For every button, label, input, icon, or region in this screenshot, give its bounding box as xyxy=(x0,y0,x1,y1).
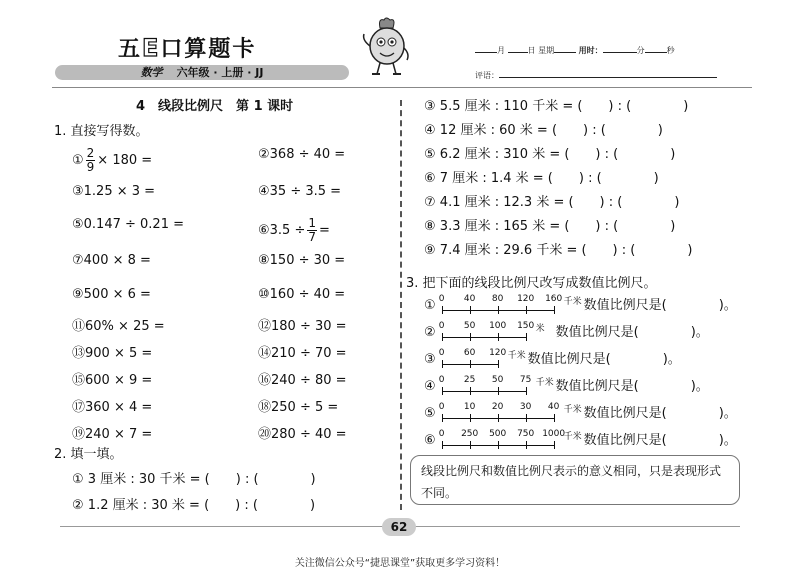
answer-prompt: 数值比例尺是( )。 xyxy=(555,379,709,394)
item-number: ⑤ xyxy=(72,217,84,232)
scale-line xyxy=(442,391,526,392)
scale-label: 40 xyxy=(547,401,560,412)
expression: 35 ÷ 3.5 = xyxy=(269,184,342,199)
scale-tick xyxy=(526,414,527,422)
ratio-expression: 7.4 厘米 : 29.6 千米 = ( ) : ( ) xyxy=(439,243,693,258)
answer-prompt: 数值比例尺是( )。 xyxy=(583,433,737,448)
brand-prefix: 五 xyxy=(118,37,143,62)
expression: 500 × 6 = xyxy=(83,287,151,302)
section3-title: 3. 把下面的线段比例尺改写成数值比例尺。 xyxy=(406,276,657,291)
scale-label: 0 xyxy=(438,347,445,358)
calc-item xyxy=(72,147,152,174)
ratio-expression: 1.2 厘米 : 30 米 = ( ) : ( ) xyxy=(87,498,316,513)
item-number: ⑧ xyxy=(424,219,436,234)
minute-label: 分 xyxy=(636,46,645,55)
expression: 900 × 5 = xyxy=(85,346,153,361)
scale-item xyxy=(424,375,709,398)
ratio-item xyxy=(424,215,675,234)
scale-label: 0 xyxy=(438,374,445,385)
item-number: ⑥ xyxy=(424,433,436,448)
scale-bar xyxy=(438,430,580,452)
answer-prompt: 数值比例尺是( )。 xyxy=(555,325,709,340)
scale-label: 25 xyxy=(463,374,476,385)
expression: 60% × 25 = xyxy=(85,319,165,334)
ratio-item xyxy=(424,119,663,138)
expression: 3.5 ÷ xyxy=(269,223,306,238)
scale-tick xyxy=(498,387,499,395)
scale-tick xyxy=(554,441,555,449)
column-divider xyxy=(400,100,402,510)
scale-label: 150 xyxy=(517,320,535,331)
scale-tick xyxy=(526,387,527,395)
fraction-numerator: 2 xyxy=(86,146,95,160)
expression: 250 ÷ 5 = xyxy=(271,400,339,415)
scale-label: 1000 xyxy=(542,428,566,439)
scale-unit: 千米 xyxy=(535,377,554,388)
fraction xyxy=(307,217,317,244)
scale-label: 0 xyxy=(438,401,445,412)
expression: 1.25 × 3 = xyxy=(83,184,156,199)
item-number: ⑦ xyxy=(424,195,436,210)
fraction xyxy=(86,147,96,174)
answer-prompt: 数值比例尺是( )。 xyxy=(583,406,737,421)
lesson-title: 4 线段比例尺 第 1 课时 xyxy=(136,99,294,114)
scale-label: 160 xyxy=(545,293,563,304)
ratio-item xyxy=(424,143,675,162)
note-box: 线段比例尺和数值比例尺表示的意义相同，只是表现形式不同。 xyxy=(410,455,740,505)
scale-tick xyxy=(442,387,443,395)
item-number: ④ xyxy=(424,379,436,394)
scale-label: 60 xyxy=(463,347,476,358)
scale-bar xyxy=(438,376,552,398)
ratio-expression: 5.5 厘米 : 110 千米 = ( ) : ( ) xyxy=(439,99,689,114)
scale-label: 100 xyxy=(489,320,507,331)
item-number: ⑥ xyxy=(424,171,436,186)
expression: 210 ÷ 70 = xyxy=(271,346,347,361)
item-number: ③ xyxy=(72,184,84,199)
second-blank[interactable] xyxy=(645,44,667,53)
item-number: ⑤ xyxy=(424,406,436,421)
calc-item xyxy=(72,315,165,334)
item-number: ① xyxy=(424,298,436,313)
item-number: ⑫ xyxy=(258,319,272,334)
ratio-item xyxy=(424,95,688,114)
calc-item xyxy=(72,396,152,415)
item-number: ⑭ xyxy=(258,346,272,361)
scale-bar xyxy=(438,403,580,425)
comment-label: 评语： xyxy=(475,71,499,80)
item-number: ⑲ xyxy=(72,427,86,442)
ratio-expression: 3 厘米 : 30 千米 = ( ) : ( ) xyxy=(87,472,316,487)
item-number: ② xyxy=(424,325,436,340)
ratio-item xyxy=(72,468,316,487)
ratio-expression: 4.1 厘米 : 12.3 米 = ( ) : ( ) xyxy=(439,195,680,210)
scale-label: 75 xyxy=(519,374,532,385)
scale-tick xyxy=(470,414,471,422)
item-number: ③ xyxy=(424,99,436,114)
second-label: 秒 xyxy=(666,46,675,55)
section1-title: 1. 直接写得数。 xyxy=(54,124,149,139)
scale-label: 500 xyxy=(489,428,507,439)
ratio-expression: 12 厘米 : 60 米 = ( ) : ( ) xyxy=(439,123,663,138)
expression: 280 ÷ 40 = xyxy=(271,427,347,442)
scale-tick xyxy=(554,414,555,422)
scale-item xyxy=(424,321,709,344)
scale-tick xyxy=(442,441,443,449)
item-number: ④ xyxy=(424,123,436,138)
scale-unit: 千米 xyxy=(563,404,582,415)
expression: 150 ÷ 30 = xyxy=(269,253,346,268)
brand-e: E xyxy=(142,34,161,62)
ratio-expression: 7 厘米 : 1.4 米 = ( ) : ( ) xyxy=(439,171,659,186)
comment-blank[interactable] xyxy=(499,69,717,78)
item-number: ⑳ xyxy=(258,427,272,442)
item-number: ② xyxy=(258,147,270,162)
item-number: ② xyxy=(72,498,84,513)
subject-bar xyxy=(55,65,349,80)
brand-suffix: 口算题卡 xyxy=(160,37,257,62)
mascot-icon xyxy=(360,16,412,78)
scale-label: 50 xyxy=(463,320,476,331)
scale-tick xyxy=(470,441,471,449)
scale-label: 0 xyxy=(438,428,445,439)
scale-label: 20 xyxy=(491,401,504,412)
scale-tick xyxy=(526,333,527,341)
weekday-label: 星期 xyxy=(538,46,555,55)
comment-line xyxy=(475,69,717,81)
item-number: ⑱ xyxy=(258,400,272,415)
scale-tick xyxy=(442,333,443,341)
calc-item xyxy=(258,342,347,361)
expression: × 180 = xyxy=(97,153,153,168)
scale-unit: 千米 xyxy=(507,350,526,361)
item-number: ③ xyxy=(424,352,436,367)
scale-tick xyxy=(526,306,527,314)
expression: 240 ÷ 80 = xyxy=(271,373,347,388)
expression: 0.147 ÷ 0.21 = xyxy=(83,217,184,232)
item-number: ④ xyxy=(258,184,270,199)
scale-bar xyxy=(438,349,524,371)
scale-label: 120 xyxy=(517,293,535,304)
calc-item xyxy=(258,287,345,302)
calc-item xyxy=(72,253,151,268)
footer-text: 关注微信公众号“捷思课堂”获取更多学习资料！ xyxy=(294,558,506,569)
scale-label: 120 xyxy=(489,347,507,358)
fraction-numerator: 1 xyxy=(308,216,316,230)
scale-tick xyxy=(442,414,443,422)
ratio-item xyxy=(424,167,659,186)
scale-label: 30 xyxy=(519,401,532,412)
scale-tick xyxy=(526,441,527,449)
brand-title xyxy=(118,32,256,63)
scale-tick xyxy=(498,441,499,449)
scale-item xyxy=(424,402,737,425)
month-label: 月 xyxy=(497,46,505,55)
answer-prompt: 数值比例尺是( )。 xyxy=(527,352,681,367)
calc-item xyxy=(258,369,347,388)
scale-bar xyxy=(438,295,580,317)
scale-line xyxy=(442,337,526,338)
item-number: ⑬ xyxy=(72,346,86,361)
subject-label: 数学 xyxy=(140,66,163,79)
item-number: ① xyxy=(72,472,84,487)
item-number: ⑰ xyxy=(72,400,86,415)
scale-label: 250 xyxy=(461,428,479,439)
scale-label: 0 xyxy=(438,293,445,304)
weekday-blank[interactable] xyxy=(554,44,576,53)
item-number: ⑮ xyxy=(72,373,86,388)
item-number: ⑪ xyxy=(72,319,86,334)
expression: 600 × 9 = xyxy=(85,373,153,388)
scale-tick xyxy=(498,333,499,341)
scale-tick xyxy=(470,387,471,395)
scale-label: 50 xyxy=(491,374,504,385)
ratio-expression: 6.2 厘米 : 310 米 = ( ) : ( ) xyxy=(439,147,676,162)
scale-label: 40 xyxy=(463,293,476,304)
ratio-item xyxy=(72,494,315,513)
date-line xyxy=(475,44,675,56)
calc-item xyxy=(72,369,152,388)
scale-item xyxy=(424,429,737,452)
ratio-item xyxy=(424,191,679,210)
expression: 368 ÷ 40 = xyxy=(269,147,346,162)
scale-label: 0 xyxy=(438,320,445,331)
minute-blank[interactable] xyxy=(603,44,637,53)
item-number: ⑤ xyxy=(424,147,436,162)
item-number: ⑯ xyxy=(258,373,272,388)
expression: 160 ÷ 40 = xyxy=(269,287,346,302)
section2-title: 2. 填一填。 xyxy=(54,447,123,462)
calc-item xyxy=(72,423,152,442)
scale-unit: 千米 xyxy=(563,296,582,307)
scale-tick xyxy=(470,306,471,314)
scale-unit: 米 xyxy=(535,323,545,334)
scale-tick xyxy=(498,414,499,422)
item-number: ⑥ xyxy=(258,223,270,238)
calc-item xyxy=(258,217,330,244)
scale-label: 80 xyxy=(491,293,504,304)
calc-item xyxy=(72,217,184,232)
calc-item xyxy=(258,184,341,199)
item-number: ⑩ xyxy=(258,287,270,302)
page-number: 62 xyxy=(382,518,416,536)
scale-label: 10 xyxy=(463,401,476,412)
calc-item xyxy=(258,396,338,415)
calc-item xyxy=(258,315,347,334)
expression: 240 × 7 = xyxy=(85,427,153,442)
calc-item xyxy=(72,342,152,361)
calc-item xyxy=(258,147,345,162)
scale-tick xyxy=(470,333,471,341)
expression: 400 × 8 = xyxy=(83,253,151,268)
day-label: 日 xyxy=(527,46,536,55)
ratio-item xyxy=(424,239,692,258)
ratio-expression: 3.3 厘米 : 165 米 = ( ) : ( ) xyxy=(439,219,676,234)
answer-prompt: 数值比例尺是( )。 xyxy=(583,298,737,313)
calc-item xyxy=(258,253,345,268)
grade-info: 六年级 · 上册 · JJ xyxy=(176,66,264,79)
calc-item xyxy=(72,184,155,199)
scale-tick xyxy=(498,360,499,368)
time-used-label: 用时： xyxy=(578,46,603,55)
calc-item xyxy=(72,287,151,302)
scale-tick xyxy=(554,306,555,314)
equals-sign: = xyxy=(319,223,330,238)
expression: 360 × 4 = xyxy=(85,400,153,415)
scale-item xyxy=(424,294,737,317)
calc-item xyxy=(258,423,347,442)
header-divider xyxy=(52,87,752,88)
scale-tick xyxy=(442,306,443,314)
scale-tick xyxy=(470,360,471,368)
scale-bar xyxy=(438,322,552,344)
month-blank[interactable] xyxy=(475,44,497,53)
fraction-denominator: 9 xyxy=(86,160,95,174)
expression: 180 ÷ 30 = xyxy=(271,319,347,334)
scale-tick xyxy=(498,306,499,314)
item-number: ⑨ xyxy=(72,287,84,302)
item-number: ⑨ xyxy=(424,243,436,258)
item-number: ⑦ xyxy=(72,253,84,268)
item-number: ⑧ xyxy=(258,253,270,268)
scale-label: 750 xyxy=(517,428,535,439)
fraction-denominator: 7 xyxy=(308,230,316,244)
scale-item xyxy=(424,348,681,371)
scale-tick xyxy=(442,360,443,368)
scale-unit: 千米 xyxy=(563,431,582,442)
day-blank[interactable] xyxy=(508,44,528,53)
item-number: ① xyxy=(72,153,84,168)
